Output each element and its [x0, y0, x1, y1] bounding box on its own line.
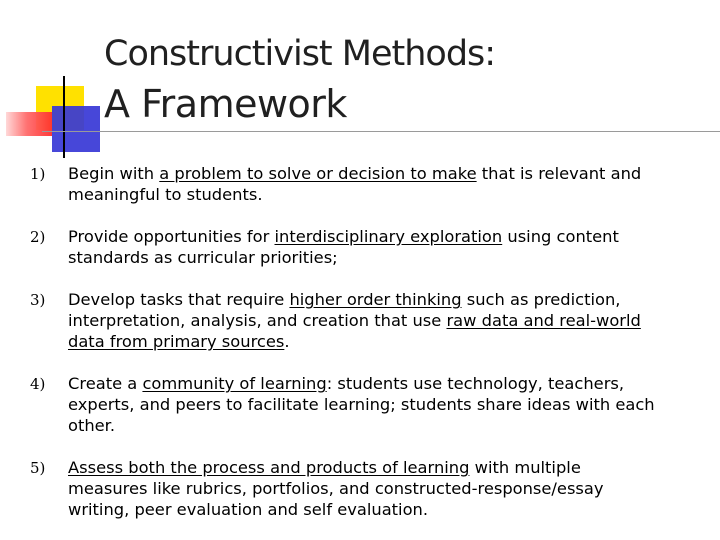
list-item-text: [68, 226, 708, 268]
list-item-number: 5): [30, 459, 46, 477]
list-item-text: [68, 373, 708, 436]
title-underline-rule: [42, 131, 720, 132]
underlined-phrase: community of learning: [142, 374, 327, 393]
text-run: Begin with: [68, 164, 160, 183]
text-line: [68, 310, 708, 331]
vertical-rule: [63, 76, 65, 158]
list-item-number: 4): [30, 375, 46, 393]
text-run: Create a: [68, 374, 143, 393]
text-line: [68, 184, 708, 205]
text-run: such as prediction,: [461, 290, 621, 309]
slide-logo-decoration: [0, 0, 720, 160]
text-run: that is relevant and: [476, 164, 642, 183]
text-run: Provide opportunities for: [68, 227, 275, 246]
text-run: interpretation, analysis, and creation that use: [68, 311, 447, 330]
text-line: [68, 331, 708, 352]
text-line: [68, 373, 708, 394]
text-run: .: [284, 332, 290, 351]
text-run: other.: [68, 416, 116, 435]
text-run: measures like rubrics, portfolios, and constructed-response/essay: [68, 479, 604, 498]
text-line: [68, 394, 708, 415]
text-line: [68, 163, 708, 184]
list-item-number: 2): [30, 228, 46, 246]
text-line: [68, 478, 708, 499]
text-line: [68, 289, 708, 310]
list-item-number: 3): [30, 291, 46, 309]
text-run: writing, peer evaluation and self evaluation.: [68, 500, 429, 519]
underlined-phrase: Assess both the process and products of learning: [68, 458, 470, 477]
underlined-phrase: data from primary sources: [68, 332, 285, 351]
red-bar-decoration: [6, 112, 52, 136]
text-run: with multiple: [469, 458, 581, 477]
list-item-text: [68, 289, 708, 352]
text-line: [68, 499, 708, 520]
underlined-phrase: raw data and real-world: [446, 311, 641, 330]
text-line: [68, 457, 708, 478]
list-item-number: 1): [30, 165, 46, 183]
slide-title-line-2: A Framework: [104, 82, 347, 126]
underlined-phrase: a problem to solve or decision to make: [159, 164, 477, 183]
text-line: [68, 247, 708, 268]
slide-title-line-1: Constructivist Methods:: [104, 34, 496, 74]
text-run: using content: [502, 227, 619, 246]
list-item-text: [68, 163, 708, 205]
text-run: meaningful to students.: [68, 185, 263, 204]
list-item-text: [68, 457, 708, 520]
text-run: Develop tasks that require: [68, 290, 290, 309]
text-run: experts, and peers to facilitate learning; students share ideas with each: [68, 395, 655, 414]
text-line: [68, 415, 708, 436]
text-run: standards as curricular priorities;: [68, 248, 338, 267]
underlined-phrase: higher order thinking: [289, 290, 462, 309]
underlined-phrase: interdisciplinary exploration: [274, 227, 503, 246]
text-line: [68, 226, 708, 247]
text-run: : students use technology, teachers,: [326, 374, 625, 393]
blue-square-decoration: [52, 106, 100, 152]
